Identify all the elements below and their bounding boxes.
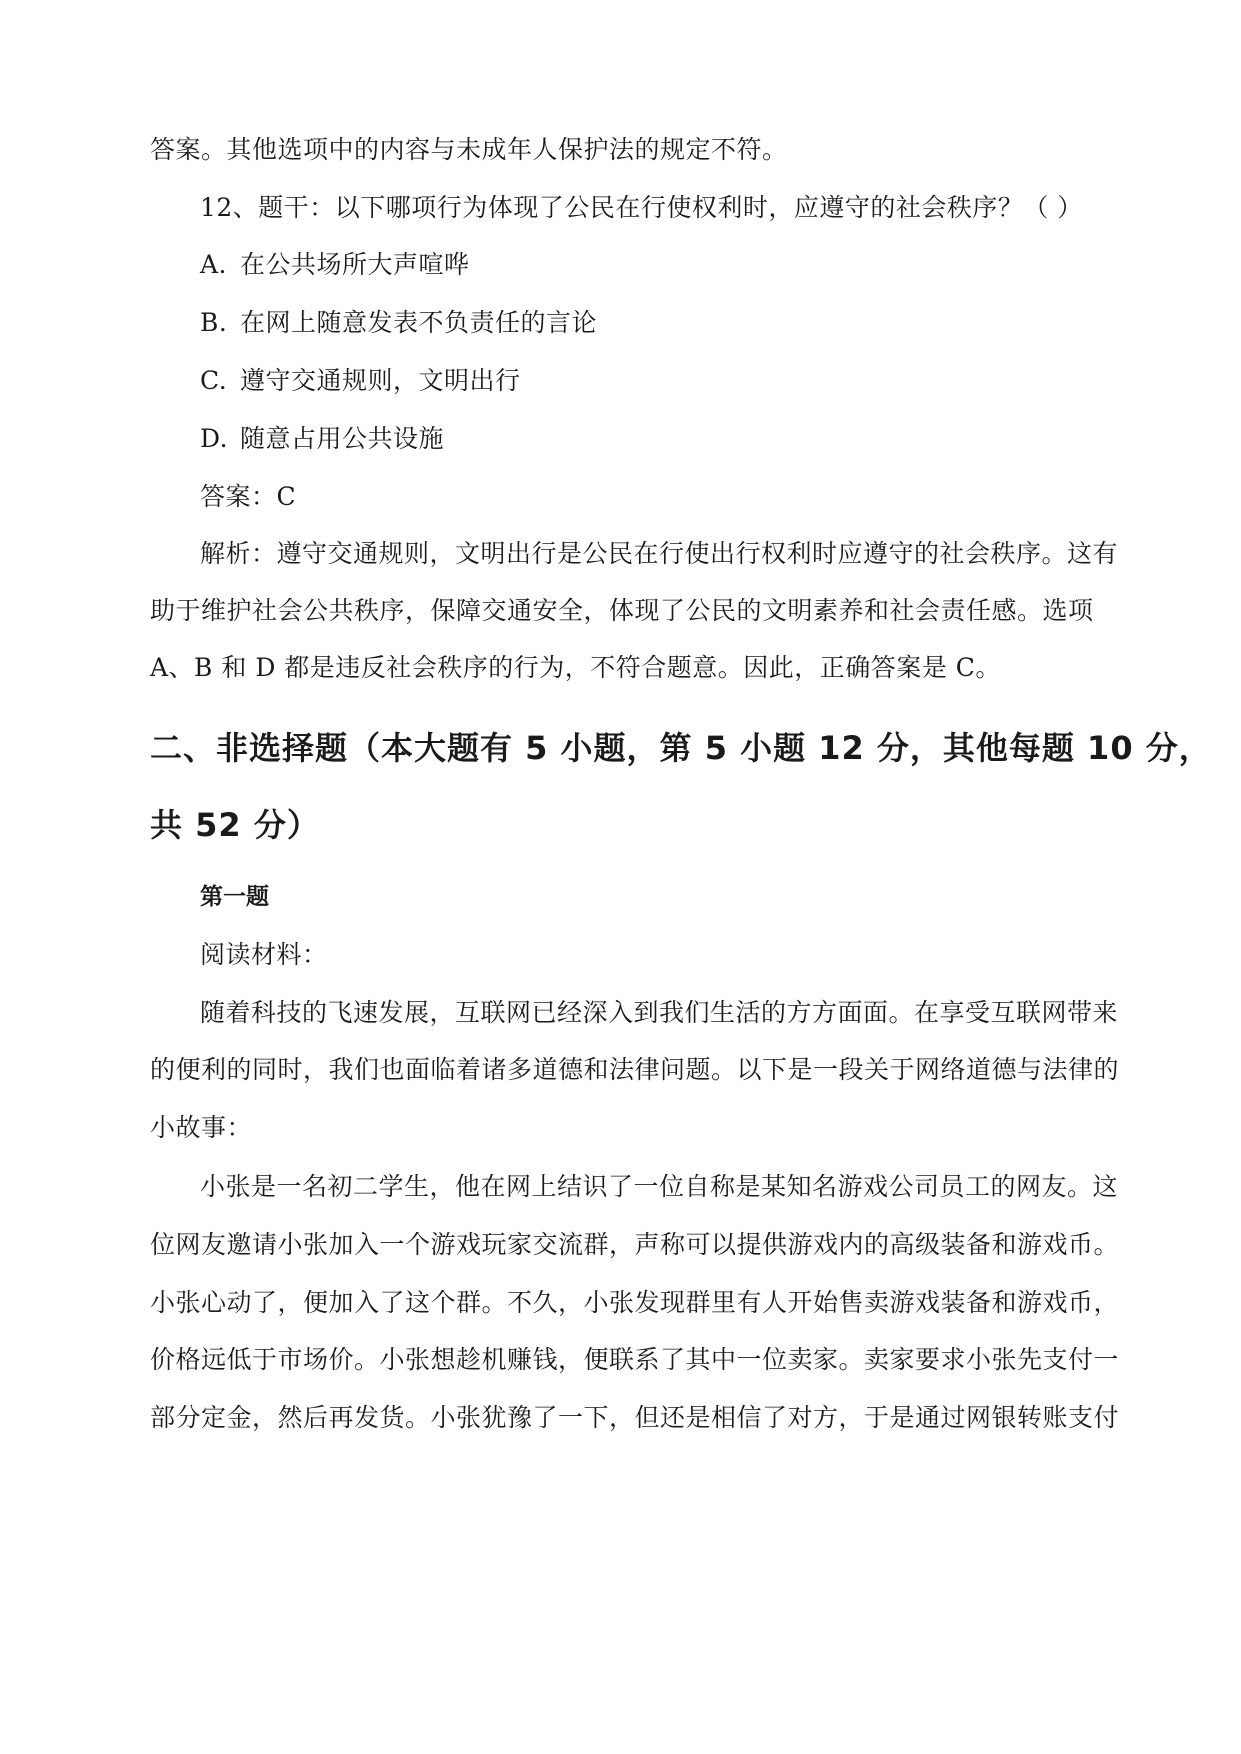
analysis-line-1: 解析：遵守交通规则，文明出行是公民在行使出行权利时应遵守的社会秩序。这有	[200, 539, 1119, 568]
option-b-letter: B.	[200, 308, 228, 337]
option-c-letter: C.	[200, 366, 228, 395]
question-1-title: 第一题	[200, 884, 269, 910]
analysis-line-3: A、B 和 D 都是违反社会秩序的行为，不符合题意。因此，正确答案是 C。	[150, 653, 1001, 682]
section-heading-line-2: 共 52 分）	[150, 806, 320, 844]
section-heading-line-1: 二、非选择题（本大题有 5 小题，第 5 小题 12 分，其他每题 10 分，	[150, 729, 1212, 767]
option-b-text: 在网上随意发表不负责任的言论	[240, 308, 598, 337]
paragraph-2-line-1: 小张是一名初二学生，他在网上结识了一位自称是某知名游戏公司员工的网友。这	[200, 1172, 1119, 1201]
paragraph-2-line-3: 小张心动了，便加入了这个群。不久，小张发现群里有人开始售卖游戏装备和游戏币，	[150, 1288, 1120, 1317]
question-12-answer: 答案：C	[200, 482, 297, 511]
question-12-stem: 12、题干：以下哪项行为体现了公民在行使权利时，应遵守的社会秩序？（ ）	[200, 193, 1083, 222]
option-d-letter: D.	[200, 424, 229, 453]
option-d-text: 随意占用公共设施	[240, 424, 445, 453]
paragraph-2-line-2: 位网友邀请小张加入一个游戏玩家交流群，声称可以提供游戏内的高级装备和游戏币。	[150, 1230, 1120, 1259]
option-b	[200, 306, 1090, 340]
option-a-letter: A.	[200, 250, 228, 279]
material-label: 阅读材料：	[200, 940, 328, 969]
option-c-text: 遵守交通规则，文明出行	[240, 366, 521, 395]
option-a-text: 在公共场所大声喧哗	[240, 250, 470, 279]
previous-answer-tail: 答案。其他选项中的内容与未成年人保护法的规定不符。	[150, 135, 788, 164]
paragraph-1-line-1: 随着科技的飞速发展，互联网已经深入到我们生活的方方面面。在享受互联网带来	[200, 998, 1119, 1027]
option-a	[200, 248, 1090, 282]
paragraph-1-line-2: 的便利的同时，我们也面临着诸多道德和法律问题。以下是一段关于网络道德与法律的	[150, 1055, 1120, 1084]
analysis-line-2: 助于维护社会公共秩序，保障交通安全，体现了公民的文明素养和社会责任感。选项	[150, 596, 1094, 625]
paragraph-2-line-4: 价格远低于市场价。小张想趁机赚钱，便联系了其中一位卖家。卖家要求小张先支付一	[150, 1345, 1120, 1374]
paragraph-2-line-5: 部分定金，然后再发货。小张犹豫了一下，但还是相信了对方，于是通过网银转账支付	[150, 1403, 1120, 1432]
option-d	[200, 422, 1090, 456]
option-c	[200, 364, 1090, 398]
paragraph-1-line-3: 小故事：	[150, 1113, 253, 1142]
